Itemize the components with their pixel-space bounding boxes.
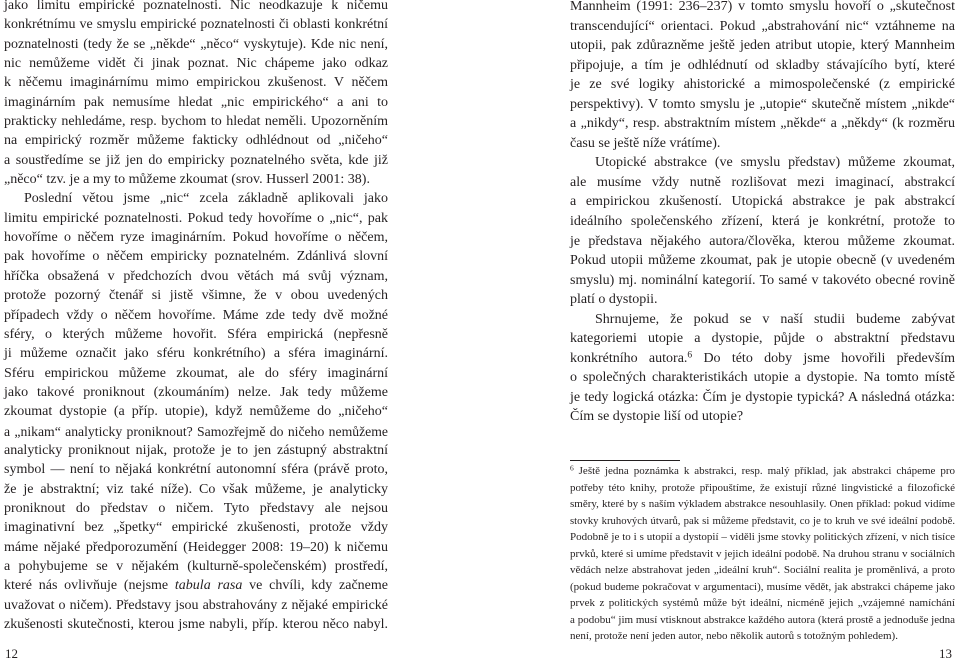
paragraph	[570, 0, 955, 153]
text-line: imaginárním pak nemusíme hledat „nic empirického“ a ani to	[4, 94, 388, 110]
text-line: jako limitu empirické poznatelnosti. Nic neodkazuje k ničemu	[4, 0, 388, 13]
text-line: k něčemu imaginárnímu mimo empirickou zkušenost. V něčem	[4, 75, 388, 91]
text-segment: které nás ovlivňuje (nejsme	[4, 578, 175, 594]
text-line: imaginativní bez „špetky“ empirické zkušenosti, protože vždy	[4, 520, 388, 536]
text-line: smyslu) mj. nominální kategorií. To samé v takovéto obecné rovině	[570, 272, 955, 288]
footnote-line: není, protože není jeden autor, nebo několik autorů s totožným pohledem).	[570, 630, 898, 642]
text-line: je představa nějakého autora/člověka, kterou můžeme zkoumat.	[570, 233, 955, 249]
paragraph	[570, 310, 955, 427]
text-line: a „nikam“ analyticky proniknout? Samozřejmě do ničeho nemůžeme	[4, 423, 388, 439]
text-line: máme nějaké předporozumění (Heidegger 2008: 19–20) k ničemu	[4, 539, 388, 555]
text-line: protože pozorný čtenář si jistě všimne, že v obou uvedených	[4, 288, 388, 304]
text-line: zkušenosti skutečnosti, kterou jsme nabyli, příp. kterou něco nabyl.	[4, 617, 388, 632]
text-line: ji můžeme označit jako sféru konkrétního) a sféra imaginární.	[4, 346, 388, 362]
left-page-text-column	[4, 0, 388, 634]
italic-term: tabula rasa	[174, 578, 243, 594]
text-line: a pohybujeme se v nějakém (kulturně-společenském) prostředí,	[4, 558, 388, 574]
page-number: 13	[939, 646, 952, 661]
text-segment: konkrétního autora.	[570, 350, 688, 366]
text-line: hovoříme o něčem ryze imaginárním. Pokud hovoříme o něčem,	[4, 230, 388, 246]
text-line	[570, 349, 955, 369]
footnote-separator	[570, 460, 680, 461]
text-line: platí o dystopii.	[570, 292, 658, 308]
text-line: Čím se dystopie liší od utopie?	[570, 409, 744, 425]
text-line: konkrétnímu ve smyslu empirické poznatelnosti či oblasti konkrétní	[4, 17, 388, 33]
text-line: transcendující“ orientaci. Pokud „abstrahování nic“ vztáhneme na	[570, 18, 955, 34]
text-line	[4, 576, 388, 595]
text-line: Pokud utopii můžeme zkoumat, pak je utopie obecně (v uvedeném	[570, 253, 955, 269]
footnote-line: vědách nelze abstrahovat jeden „ideální kruh“. Sociální realita je proměnlivá, a proto	[570, 564, 955, 576]
text-segment: ve chvíli, kdy začneme	[242, 578, 389, 594]
footnote-block	[570, 463, 955, 645]
text-line: ale musíme vždy nutně rozlišovat mezi imaginací, abstrakcí	[570, 174, 955, 190]
text-segment: Do této doby jsme hovořili především	[692, 350, 955, 366]
footnote-line: prvků, které si umíme představit v jejich ideální podobě. Na druhou stranu v sociálních	[570, 547, 955, 560]
footnote-line: směry, které by s naším výkladem abstrakce nesouhlasily. Onen příklad: pokud vidíme	[570, 498, 955, 510]
paragraph	[4, 0, 388, 189]
text-segment: Ještě jedna poznámka k abstrakci, resp. malý příklad, jak abstrakci chápeme pro	[573, 465, 955, 477]
text-line: času se ještě níže vrátíme).	[570, 135, 721, 151]
text-line: připojuje, a tím je odhlédnutí od skladby stávajícího bytí, které	[570, 57, 955, 73]
footnote-line: prvek z politických systémů může být ideální, nicméně jejich „vzájemné namíchání	[570, 597, 955, 609]
paragraph	[4, 189, 388, 634]
text-line: ideálního společenského zřízení, která je konkrétní, protože to	[570, 214, 955, 230]
text-line: že je abstraktní; viz také níže). Co však můžeme, je analyticky	[4, 481, 388, 497]
text-line: Utopické abstrakce (ve smyslu představ) můžeme zkoumat,	[595, 155, 955, 171]
footnote-marker: 6	[570, 463, 574, 473]
footnote-marker: 6	[687, 350, 693, 361]
footnote-line: stovky kruhových útvarů, pak si můžeme představit, co je to kruh ve své ideální podobě.	[570, 514, 955, 527]
text-line: poznatelnosti (tedy že se „někde“ „něco“ vyskytuje). Kde nic není,	[4, 36, 388, 52]
text-line: je tedy logická otázka: Čím je dystopie typická? A následná otázka:	[570, 389, 955, 405]
text-line: symbol — není to nějaká konkrétní autonomní sféra (právě proto,	[4, 462, 388, 478]
footnote-line	[570, 463, 955, 480]
text-line: „něco“ tzv. je a my to můžeme zkoumat (srov. Husserl 2001: 38).	[4, 172, 370, 188]
text-line: analyticky proniknout nijak, protože je to jen zástupný abstraktní	[4, 442, 388, 458]
text-line: zkoumat dystopie (a příp. utopie), když nemůžeme do „ničeho“	[4, 404, 388, 420]
text-line: hříčka obsažená v předchozích dvou větách má svůj význam,	[4, 268, 388, 284]
text-line: nic nemůžeme vidět či jinak poznat. Nic chápeme jako odkaz	[4, 56, 388, 72]
text-line: sféry, o kterých můžeme hovořit. Sféra empirická (nepřesně	[4, 326, 388, 342]
text-line: Poslední větou jsme „nic“ zcela základně aplikovali jako	[24, 191, 388, 207]
text-line: Mannheim (1991: 236–237) v tomto smyslu hovoří o „skutečnost	[570, 0, 955, 14]
footnote-line: potřeby této knihy, protože připouštíme, že existují různé lingvistické a filozofické	[570, 481, 955, 494]
text-line: kategoriemi utopie a dystopie, půjde o abstraktní představu	[570, 331, 955, 347]
text-line: limitu empirické poznatelnosti. Pokud tedy hovoříme o „nic“, pak	[4, 210, 388, 226]
text-line: na empirický rozměr můžeme fakticky odhlédnout od „ničeho“	[4, 133, 388, 149]
text-line: a „nikdy“, resp. abstraktním místem „někde“ a „někdy“ (k rozměru	[570, 116, 955, 132]
text-line: Sféru empirickou můžeme zkoumat, ale do sféry imaginární	[4, 365, 388, 381]
text-line: perspektivy). V tomto smyslu je „utopie“ skutečně místem „nikde“	[570, 96, 955, 112]
text-line: utopii, pak zdůrazněme ještě jeden atribut utopie, který Mannheim	[570, 38, 955, 54]
text-line: jako takové proniknout (zkoumáním) nelze. Jak tedy můžeme	[4, 384, 388, 400]
text-line: o společných charakteristikách utopie a dystopie. Na tomto místě	[570, 370, 955, 386]
footnote	[570, 463, 955, 645]
text-line: je ze své logiky ahistorické a mimospolečenské (z empirické	[570, 77, 955, 93]
page-number: 12	[5, 646, 18, 661]
footnote-line: a podobu“ jim musí vtisknout abstrakce každého autora (která prostě a jednoduše jedna	[570, 613, 955, 626]
text-line: proniknout do představ o ničem. Tyto představy ale nejsou	[4, 500, 388, 516]
footnote-line: (pokud budeme pokračovat v argumentaci), musíme vědět, jak abstrakci chápeme jako	[570, 580, 955, 593]
text-line: a empirickou zkušeností. Utopická abstrakce je pak abstrakcí	[570, 194, 955, 210]
text-line: prakticky nehledáme, resp. bychom to hledat neměli. Upozorněním	[4, 114, 388, 130]
paragraph	[570, 153, 955, 309]
right-page-text-column	[570, 0, 955, 427]
text-line: a soustředíme se již jen do empiricky poznatelného světa, kde již	[4, 152, 388, 168]
text-line: pak hovoříme o něčem empiricky poznatelném. Zdánlivá slovní	[4, 249, 388, 265]
text-line: uvažovat o ničem). Představy jsou abstrahovány z nějaké empirické	[4, 597, 388, 613]
text-line: Shrnujeme, že pokud se v naší studii budeme zabývat	[595, 311, 955, 327]
footnote-line: Podobně je to i s utopií a dystopií – viděli jsme stovky politických zřízení, v nich tisíce	[570, 531, 955, 543]
text-line: případech vždy o něčem hovoříme. Máme zde tedy dvě možné	[4, 307, 388, 323]
